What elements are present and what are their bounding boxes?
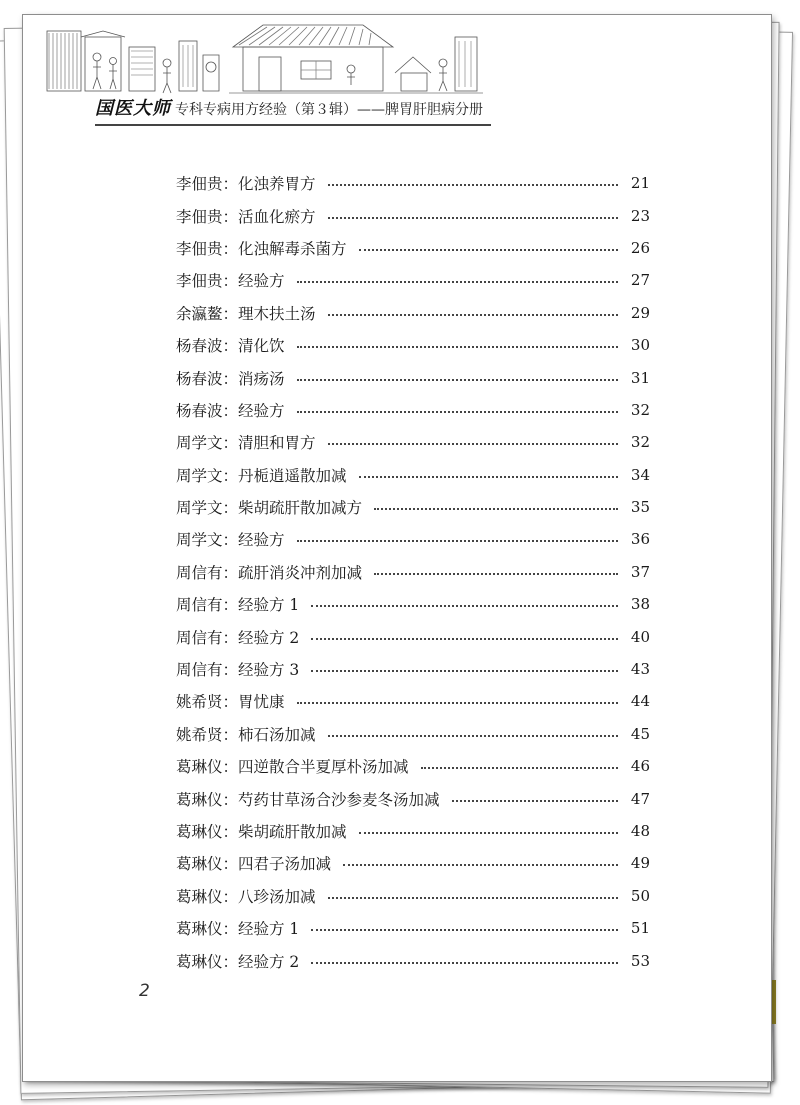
toc-entry-title: 姚希贤：柿石汤加减 [176,725,316,744]
dot-leader [328,314,618,316]
dot-leader [297,379,618,381]
toc-entry-title: 葛琳仪：经验方 1 [176,920,300,939]
toc-entry-page: 35 [630,498,650,517]
toc-entry-page: 45 [630,724,650,743]
toc-entry [176,297,650,329]
dot-leader [328,735,618,737]
header-rule [95,124,491,126]
toc-entry-title: 周信有：经验方 1 [176,596,300,615]
dot-leader [297,281,618,283]
toc-entry [176,880,650,912]
toc-entry [176,782,650,814]
toc-entry [176,361,650,393]
toc-entry-title: 周信有：经验方 3 [176,661,300,680]
toc-entry-page: 37 [630,562,650,581]
toc-entry [176,815,650,847]
toc-entry-page: 26 [630,238,650,257]
book-title: 专科专病用方经验（第３辑） [175,102,357,118]
toc-entry-title: 杨春波：经验方 [176,401,285,420]
toc-entry [176,167,650,199]
toc-entry [176,912,650,944]
toc-entry-title: 李佃贵：经验方 [176,272,285,291]
dot-leader [359,249,618,251]
dot-leader [328,897,618,899]
toc-entry-page: 21 [630,174,650,193]
series-name: 国医大师 [95,98,171,119]
header-illustration [33,17,483,97]
toc-entry [176,394,650,426]
dot-leader [359,476,618,478]
book-subtitle: ——脾胃肝胆病分册 [357,102,483,118]
toc-entry-title: 葛琳仪：四君子汤加减 [176,855,332,874]
toc-entry [176,199,650,231]
toc-entry [176,685,650,717]
toc-entry-title: 李佃贵：活血化瘀方 [176,207,316,226]
dot-leader [328,184,618,186]
toc-entry-page: 44 [630,692,650,711]
toc-entry-title: 葛琳仪：八珍汤加减 [176,887,316,906]
toc-entry-page: 48 [630,822,650,840]
toc-entry-title: 周学文：丹栀逍遥散加减 [176,466,347,485]
toc-entry-title: 杨春波：消疡汤 [176,369,285,388]
toc-entry-page: 51 [630,919,650,938]
toc-entry-page: 31 [630,368,650,387]
toc-entry-page: 34 [630,465,650,484]
toc-entry [176,653,650,685]
table-of-contents [176,167,650,977]
dot-leader [297,702,618,704]
toc-entry [176,426,650,458]
toc-entry-page: 53 [630,951,650,970]
toc-entry-page: 49 [630,854,650,873]
running-header [95,97,515,121]
dot-leader [374,508,618,510]
toc-entry-title: 余瀛鳌：理木扶土汤 [176,304,316,323]
toc-entry-title: 姚希贤：胃忧康 [176,693,285,712]
dot-leader [452,800,618,802]
dot-leader [311,962,618,964]
toc-entry-page: 47 [630,789,650,808]
dot-leader [297,346,618,348]
toc-entry-title: 李佃贵：化浊养胃方 [176,175,316,194]
toc-entry-page: 32 [630,400,650,419]
toc-entry [176,620,650,652]
dot-leader [311,605,618,607]
book-page [22,14,772,1082]
toc-entry-page: 38 [630,595,650,614]
toc-entry-page: 40 [630,627,650,646]
toc-entry [176,232,650,264]
toc-entry-title: 杨春波：清化饮 [176,337,285,356]
toc-entry [176,718,650,750]
dot-leader [328,217,618,219]
toc-entry-page: 36 [630,530,650,549]
toc-entry-title: 葛琳仪：经验方 2 [176,952,300,971]
toc-entry-page: 43 [630,660,650,679]
toc-entry-title: 李佃贵：化浊解毒杀菌方 [176,239,347,258]
toc-entry [176,847,650,879]
toc-entry [176,944,650,976]
dot-leader [297,540,618,542]
dot-leader [297,411,618,413]
toc-entry-title: 葛琳仪：四逆散合半夏厚朴汤加减 [176,758,409,777]
toc-entry [176,491,650,523]
toc-entry-title: 葛琳仪：芍药甘草汤合沙参麦冬汤加减 [176,790,440,809]
page-number: 2 [139,981,150,1001]
dot-leader [359,832,618,834]
dot-leader [311,638,618,640]
toc-entry-page: 23 [630,206,650,225]
dot-leader [343,864,618,866]
toc-entry [176,750,650,782]
toc-entry-title: 周学文：经验方 [176,531,285,550]
toc-entry [176,459,650,491]
toc-entry-page: 32 [630,433,650,452]
dot-leader [421,767,618,769]
dot-leader [311,929,618,931]
dot-leader [311,670,618,672]
toc-entry-page: 30 [630,336,650,355]
toc-entry-title: 周学文：柴胡疏肝散加减方 [176,499,363,518]
toc-entry-page: 29 [630,303,650,322]
toc-entry [176,556,650,588]
toc-entry [176,329,650,361]
dot-leader [328,443,618,445]
toc-entry [176,264,650,296]
toc-entry [176,523,650,555]
toc-entry-title: 周学文：清胆和胃方 [176,434,316,453]
toc-entry [176,588,650,620]
toc-entry-title: 周信有：经验方 2 [176,628,300,647]
dot-leader [374,573,618,575]
toc-entry-page: 27 [630,271,650,290]
toc-entry-page: 50 [630,886,650,905]
toc-entry-title: 葛琳仪：柴胡疏肝散加减 [176,823,347,841]
toc-entry-page: 46 [630,757,650,776]
toc-entry-title: 周信有：疏肝消炎冲剂加减 [176,563,363,582]
